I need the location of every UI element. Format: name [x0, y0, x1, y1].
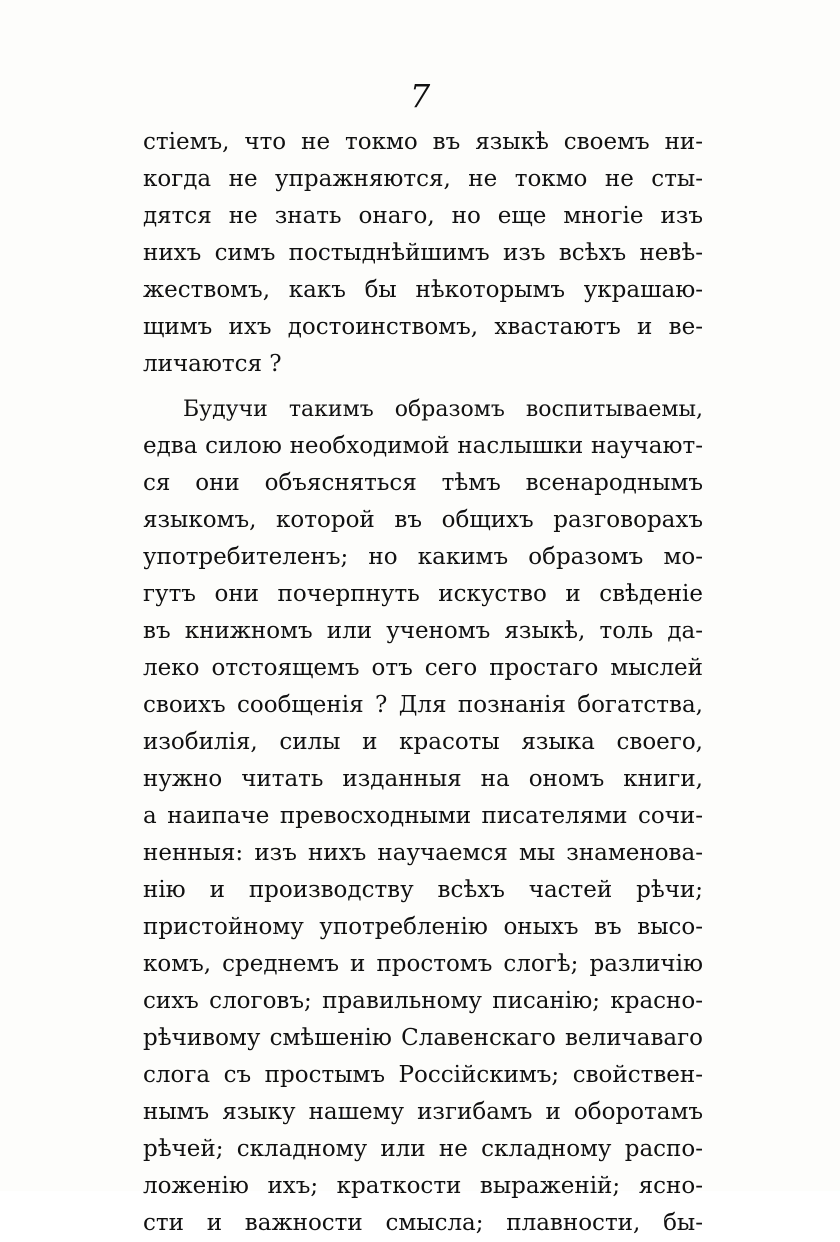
text-line: жествомъ, какъ бы нѣкоторымъ украшаю- [143, 277, 703, 303]
text-line: употребителенъ; но какимъ образомъ мо- [143, 544, 703, 570]
text-line: нужно читать изданныя на ономъ книги, [143, 766, 703, 792]
text-line: личаются ? [143, 351, 282, 377]
text-line: сти и важности смысла; плавности, бы- [143, 1210, 703, 1236]
text-line: ложенію ихъ; краткости выраженій; ясно- [143, 1173, 703, 1199]
paragraph-1 [143, 124, 703, 383]
text-line: комъ, среднемъ и простомъ слогѣ; различію [143, 951, 703, 977]
text-line: сихъ слоговъ; правильному писанію; красно- [143, 988, 703, 1014]
text-line: ненныя: изъ нихъ научаемся мы знаменова- [143, 840, 703, 866]
text-line: стіемъ, что не токмо въ языкѣ своемъ ни- [143, 129, 703, 155]
text-line: леко отстоящемъ отъ сего простаго мыслей [143, 655, 703, 681]
paragraph-2 [143, 391, 703, 1242]
text-line: а наипаче превосходными писателями сочи- [143, 803, 703, 829]
text-line: рѣчивому смѣшенію Славенскаго величаваго [143, 1025, 703, 1051]
body-text [143, 124, 703, 1242]
text-line: въ книжномъ или ученомъ языкѣ, толь да- [143, 618, 703, 644]
text-line: ся они объясняться тѣмъ всенароднымъ [143, 470, 703, 496]
text-line: дятся не знать онаго, но еще многіе изъ [143, 203, 703, 229]
text-line: нихъ симъ постыднѣйшимъ изъ всѣхъ невѣ- [143, 240, 703, 266]
text-line: щимъ ихъ достоинствомъ, хвастаютъ и ве- [143, 314, 703, 340]
page-number: 7 [409, 77, 431, 115]
text-line: когда не упражняются, не токмо не сты- [143, 166, 703, 192]
text-line: изобилія, силы и красоты языка своего, [143, 729, 703, 755]
text-line: рѣчей; складному или не складному распо- [143, 1136, 703, 1162]
text-line: нымъ языку нашему изгибамъ и оборотамъ [143, 1099, 703, 1125]
text-line: слога съ простымъ Россійскимъ; свойствен- [143, 1062, 703, 1088]
text-line: языкомъ, которой въ общихъ разговорахъ [143, 507, 703, 533]
text-line: гутъ они почерпнуть искуство и свѣденіе [143, 581, 703, 607]
text-line: Будучи такимъ образомъ воспитываемы, [183, 397, 703, 422]
text-line: своихъ сообщенія ? Для познанія богатства, [143, 692, 703, 718]
text-line: нію и производству всѣхъ частей рѣчи; [143, 877, 703, 903]
text-line: пристойному употребленію оныхъ въ высо- [143, 914, 703, 940]
text-line: едва силою необходимой наслышки научают- [143, 433, 703, 459]
